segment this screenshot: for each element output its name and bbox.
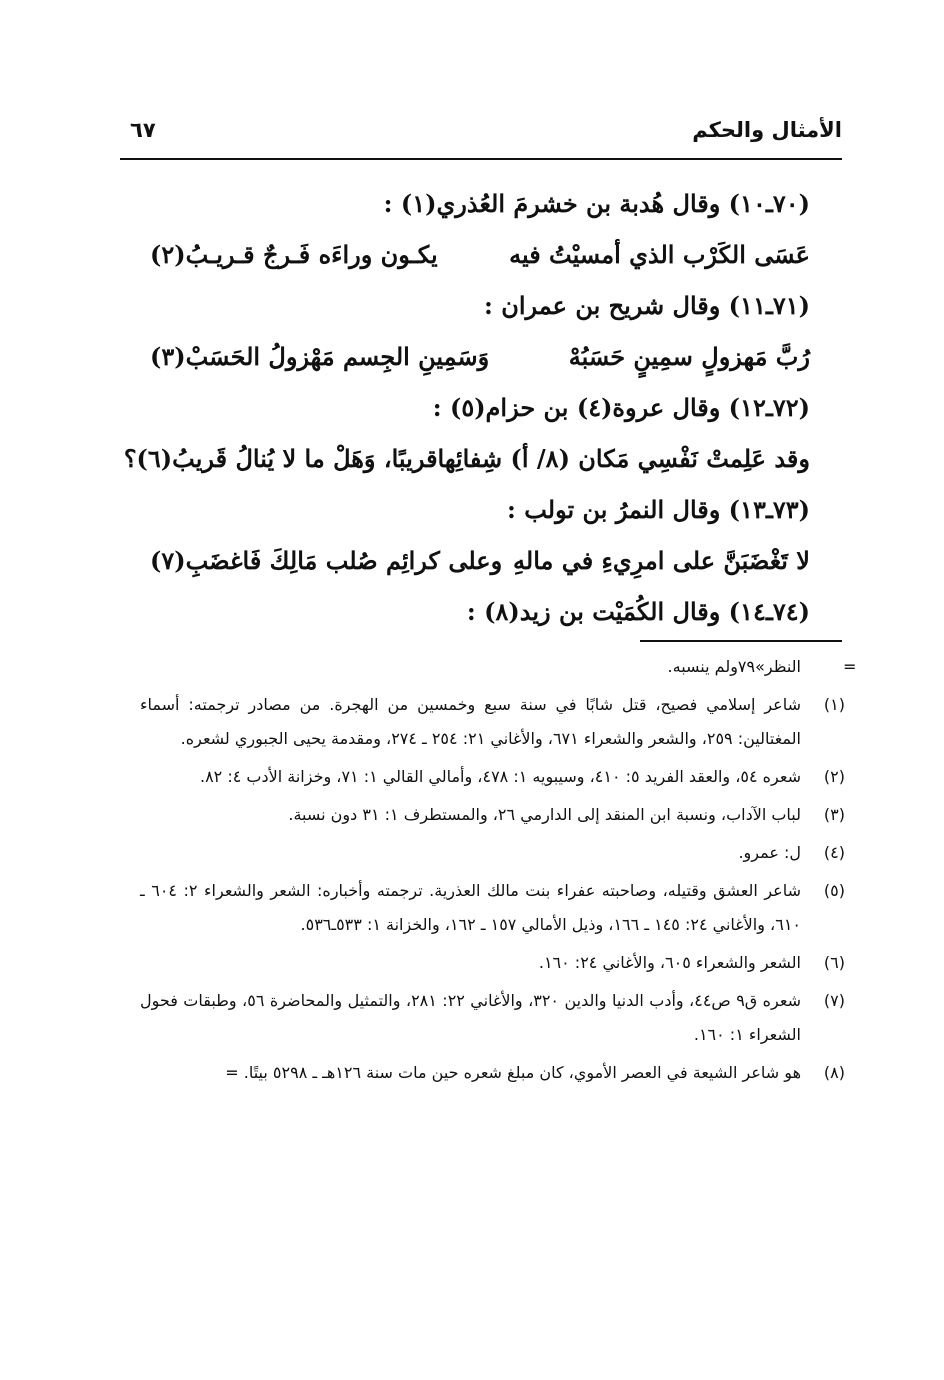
footnote: [140, 688, 845, 756]
verse-first-hemistich: لا تَغْضَبَنَّ على امرِيءِ في مالهِ: [513, 546, 810, 575]
verse-line: [150, 229, 810, 280]
verse-second-hemistich: يكـون وراءَه فَـرجٌ قـريـبُ(٢): [150, 240, 438, 269]
footnote-text: الشعر والشعراء ٦٠٥، والأغاني ٢٤: ١٦٠.: [538, 953, 801, 972]
footnote: [140, 946, 845, 980]
footnote-number: (٨): [823, 1063, 845, 1082]
entry-heading: (٧١ـ١١) وقال شريح بن عمران :: [484, 291, 810, 320]
entry-heading: (٧٠ـ١٠) وقال هُدبة بن خشرمَ العُذري(١) :: [383, 189, 810, 218]
verse-line: [150, 331, 810, 382]
footnote: [140, 798, 845, 832]
footnote: [140, 760, 845, 794]
footnote-text: ل: عمرو.: [738, 843, 801, 862]
footnote-separator: [640, 640, 842, 642]
footnote-text: لباب الآداب، ونسبة ابن المنقد إلى الدارمي ٢٦، والمستطرف ١: ٣١ دون نسبة.: [288, 805, 801, 824]
page-number: ٦٧: [130, 118, 156, 142]
footnotes: [140, 650, 845, 1094]
verse-line: [150, 535, 810, 586]
verse-line: [123, 433, 810, 484]
entry-heading: (٧٢ـ١٢) وقال عروة(٤) بن حزام(٥) :: [432, 393, 810, 422]
verse-first-hemistich: وقد عَلِمتْ نَفْسِي مَكان (٨/ أ) شِفائِها: [437, 444, 810, 473]
footnote-number: (٤): [823, 843, 845, 862]
footnote: [140, 836, 845, 870]
footnote-number: (٦): [823, 953, 845, 972]
verse-second-hemistich: وعلى كرائِم صُلب مَالِكَ فَاغضَبِ(٧): [150, 546, 503, 575]
footnote-number: (٣): [823, 805, 845, 824]
footnote-number: (١): [823, 695, 845, 714]
verse-first-hemistich: عَسَى الكَرْب الذي أمسيْتُ فيه: [509, 240, 810, 269]
footnote: [140, 1056, 845, 1090]
footnote-number: (٢): [823, 767, 845, 786]
page-header: [120, 118, 842, 158]
footnote-text: شاعر العشق وقتيله، وصاحبته عفراء بنت مالك العذرية. ترجمته وأخباره: الشعر والشعراء ٢: ٦٠٤ ـ ٦١٠، والأغاني ٢٤: ١٤٥ ـ ١٦٦، وذيل الأمالي ١٥٧ ـ ١٦٢، والخزانة ١: ٥٣٣ـ٥٣٦.: [140, 881, 802, 934]
footnote-text: شعره ٥٤، والعقد الفريد ٥: ٤١٠، وسيبويه ١: ٤٧٨، وأمالي القالي ١: ٧١، وخزانة الأدب ٤: ٨٢.: [199, 767, 801, 786]
footnote: [140, 984, 845, 1052]
footnote-text: شاعر إسلامي فصيح، قتل شابًا في سنة سبع وخمسين من الهجرة. من مصادر ترجمته: أسماء المغتالين: ٢٥٩، والشعر والشعراء ٦٧١، والأغاني ٢١: ٢٥٤ ـ ٢٧٤، ومقدمة يحيى الجبوري لشعره.: [140, 695, 801, 748]
continuation-mark: =: [843, 657, 857, 676]
entry-heading: (٧٣ـ١٣) وقال النمرُ بن تولب :: [506, 495, 810, 524]
footnote-number: (٧): [823, 991, 845, 1010]
footnote-text: هو شاعر الشيعة في العصر الأموي، كان مبلغ شعره حين مات سنة ١٢٦هـ ـ ٥٢٩٨ بيتًا. =: [225, 1063, 801, 1082]
verse-second-hemistich: قريبًا، وَهَلْ ما لا يُنالُ قَريبُ(٦)؟: [123, 444, 438, 473]
entry-heading: (٧٤ـ١٤) وقال الكُمَيْت بن زيد(٨) :: [466, 597, 810, 626]
footnote-continuation: النظر»٧٩ولم ينسبه.: [667, 657, 801, 676]
running-title: الأمثال والحكم: [692, 118, 842, 142]
header-rule: [120, 158, 842, 160]
footnote: [140, 874, 845, 942]
footnote-text: شعره ق٩ ص٤٤، وأدب الدنيا والدين ٣٢٠، والأغاني ٢٢: ٢٨١، والتمثيل والمحاضرة ٥٦، وطبقات فحول الشعراء ١: ١٦٠.: [140, 991, 801, 1044]
main-text: [123, 178, 810, 637]
verse-first-hemistich: رُبَّ مَهزولٍ سمِينٍ حَسَبُهْ: [568, 342, 810, 371]
footnote-number: (٥): [823, 881, 845, 900]
verse-second-hemistich: وَسَمِينِ الجِسم مَهْزولُ الحَسَبْ(٣): [150, 342, 490, 371]
